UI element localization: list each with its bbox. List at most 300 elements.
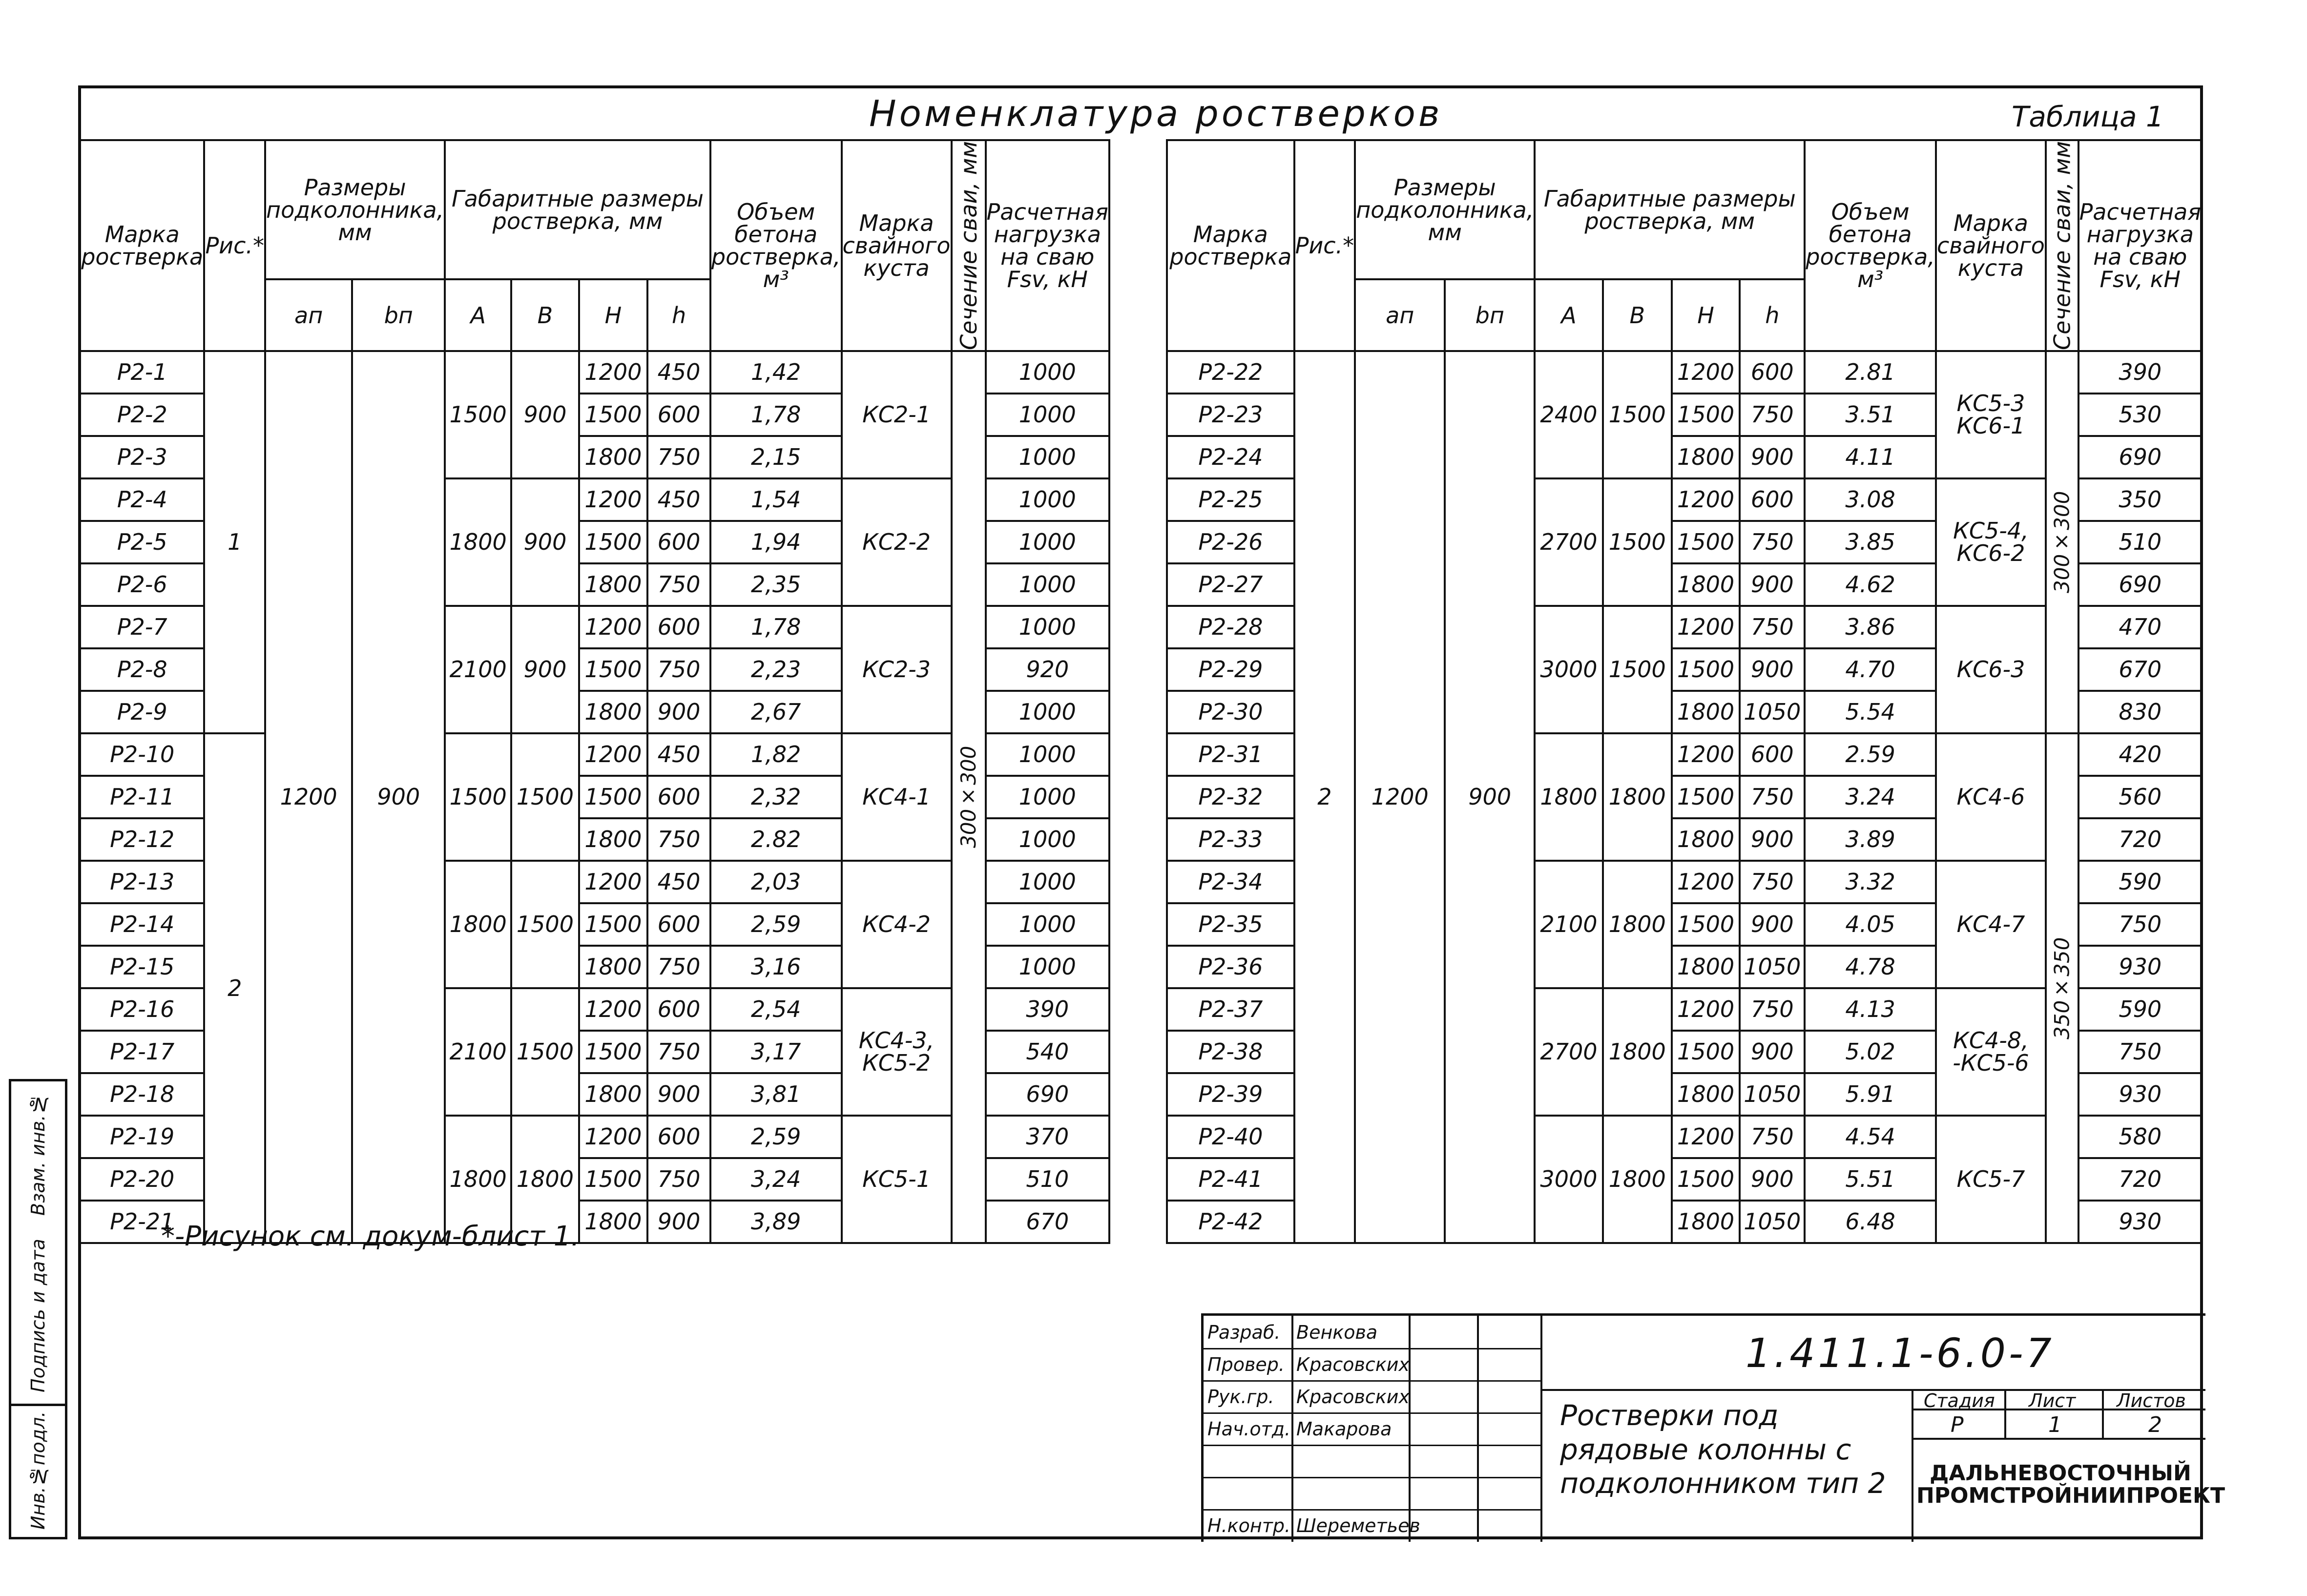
- mark-cell: Р2-41: [1167, 1158, 1294, 1201]
- load-cell: 1000: [986, 521, 1109, 563]
- h-cell: 750: [647, 818, 710, 861]
- header-load: Расчетная нагрузка на сваю Fsv, кН: [986, 140, 1109, 351]
- B-cell: 1500: [511, 861, 579, 988]
- h-cell: 750: [1740, 776, 1805, 818]
- load-cell: 1000: [986, 776, 1109, 818]
- header-volume-right: Объем бетона ростверка, м³: [1805, 140, 1936, 351]
- mark-cell: Р2-36: [1167, 946, 1294, 988]
- B-cell: 1800: [1603, 733, 1672, 861]
- load-cell: 1000: [986, 861, 1109, 903]
- H-cell: 1500: [1672, 648, 1740, 691]
- stage-value: Р: [1951, 1412, 1964, 1437]
- mark-cell: Р2-13: [80, 861, 204, 903]
- footnote: *-Рисунок см. докум-блист 1.: [161, 1221, 580, 1252]
- organization-name: ДАЛЬНЕВОСТОЧНЫЙ ПРОМСТРОЙНИИПРОЕКТ: [1916, 1461, 2225, 1509]
- volume-cell: 2,59: [710, 1116, 842, 1158]
- H-cell: 1200: [1672, 1116, 1740, 1158]
- B-cell: 1500: [511, 988, 579, 1116]
- volume-cell: 1,82: [710, 733, 842, 776]
- stamp-role: Н.контр.: [1207, 1515, 1291, 1536]
- mark-cell: Р2-18: [80, 1073, 204, 1116]
- A-cell: 3000: [1535, 1116, 1602, 1243]
- B-cell: 1800: [1603, 861, 1672, 988]
- volume-cell: 1,94: [710, 521, 842, 563]
- mark-cell: Р2-22: [1167, 351, 1294, 394]
- volume-cell: 5.54: [1805, 691, 1936, 733]
- stamp-role: Разраб.: [1207, 1322, 1281, 1343]
- h-cell: 750: [647, 648, 710, 691]
- header-cluster-right: Марка свайного куста: [1936, 140, 2046, 351]
- H-cell: 1200: [1672, 351, 1740, 394]
- H-cell: 1500: [579, 776, 648, 818]
- H-cell: 1800: [1672, 818, 1740, 861]
- load-cell: 1000: [986, 818, 1109, 861]
- cluster-cell: КС4-1: [842, 733, 952, 861]
- B-cell: 1500: [1603, 478, 1672, 606]
- cluster-cell: КС2-2: [842, 478, 952, 606]
- A-cell: 2100: [445, 606, 511, 733]
- mark-cell: Р2-11: [80, 776, 204, 818]
- volume-cell: 1,78: [710, 606, 842, 648]
- mark-cell: Р2-25: [1167, 478, 1294, 521]
- B-cell: 1800: [511, 1116, 579, 1243]
- H-cell: 1500: [1672, 903, 1740, 946]
- H-cell: 1800: [579, 946, 648, 988]
- load-cell: 590: [2078, 861, 2202, 903]
- H-cell: 1500: [579, 1158, 648, 1201]
- H-cell: 1800: [579, 1201, 648, 1243]
- mark-cell: Р2-2: [80, 394, 204, 436]
- h-cell: 450: [647, 861, 710, 903]
- header-section: Сечение сваи, мм: [952, 140, 986, 351]
- right-nomenclature-table: [1166, 139, 2203, 1244]
- stamp-role: Нач.отд.: [1207, 1418, 1291, 1440]
- stamp-role: Провер.: [1207, 1354, 1285, 1375]
- fig-cell: 2: [1294, 351, 1355, 1243]
- h-cell: 600: [1740, 733, 1805, 776]
- h-cell: 900: [1740, 903, 1805, 946]
- h-cell: 600: [1740, 351, 1805, 394]
- h-cell: 750: [647, 946, 710, 988]
- cluster-cell: КС5-3 КС6-1: [1936, 351, 2046, 478]
- mark-cell: Р2-42: [1167, 1201, 1294, 1243]
- volume-cell: 5.51: [1805, 1158, 1936, 1201]
- h-cell: 900: [647, 1201, 710, 1243]
- volume-cell: 2.59: [1805, 733, 1936, 776]
- B-cell: 1800: [1603, 988, 1672, 1116]
- mark-cell: Р2-20: [80, 1158, 204, 1201]
- A-cell: 2400: [1535, 351, 1602, 478]
- load-cell: 690: [2078, 436, 2202, 478]
- H-cell: 1200: [579, 1116, 648, 1158]
- H-cell: 1200: [579, 351, 648, 394]
- load-cell: 510: [2078, 521, 2202, 563]
- h-cell: 600: [1740, 478, 1805, 521]
- h-cell: 750: [1740, 394, 1805, 436]
- H-cell: 1500: [1672, 776, 1740, 818]
- volume-cell: 2.82: [710, 818, 842, 861]
- load-cell: 750: [2078, 1031, 2202, 1073]
- h-cell: 900: [647, 691, 710, 733]
- mark-cell: Р2-21: [80, 1201, 204, 1243]
- mark-cell: Р2-9: [80, 691, 204, 733]
- section-cell: 300×300: [952, 351, 986, 1243]
- mark-cell: Р2-6: [80, 563, 204, 606]
- H-cell: 1800: [1672, 1073, 1740, 1116]
- volume-cell: 1,42: [710, 351, 842, 394]
- h-cell: 750: [1740, 988, 1805, 1031]
- header-mark-right: Марка ростверка: [1167, 140, 1294, 351]
- load-cell: 670: [2078, 648, 2202, 691]
- B-cell: 1500: [1603, 606, 1672, 733]
- h-cell: 750: [647, 1031, 710, 1073]
- header-A-right: A: [1535, 279, 1602, 351]
- header-mark: Марка ростверка: [80, 140, 204, 351]
- header-overall: Габаритные размеры ростверка, мм: [445, 140, 710, 279]
- load-cell: 560: [2078, 776, 2202, 818]
- h-cell: 600: [647, 776, 710, 818]
- cluster-cell: КС4-7: [1936, 861, 2046, 988]
- load-cell: 510: [986, 1158, 1109, 1201]
- h-cell: 450: [647, 351, 710, 394]
- H-cell: 1500: [579, 648, 648, 691]
- A-cell: 2100: [445, 988, 511, 1116]
- h-cell: 1050: [1740, 1201, 1805, 1243]
- B-cell: 1500: [511, 733, 579, 861]
- H-cell: 1200: [579, 861, 648, 903]
- mark-cell: Р2-7: [80, 606, 204, 648]
- header-an: aп: [265, 279, 352, 351]
- h-cell: 750: [647, 563, 710, 606]
- sheet-label: Лист: [2029, 1390, 2076, 1411]
- H-cell: 1800: [1672, 691, 1740, 733]
- margin-sidebar: [9, 1079, 67, 1539]
- volume-cell: 3.85: [1805, 521, 1936, 563]
- volume-cell: 2,15: [710, 436, 842, 478]
- sidebar-inv: Инв.№подл.: [11, 1404, 65, 1539]
- mark-cell: Р2-8: [80, 648, 204, 691]
- A-cell: 1800: [445, 478, 511, 606]
- load-cell: 1000: [986, 691, 1109, 733]
- mark-cell: Р2-1: [80, 351, 204, 394]
- load-cell: 670: [986, 1201, 1109, 1243]
- H-cell: 1200: [1672, 861, 1740, 903]
- h-cell: 450: [647, 478, 710, 521]
- volume-cell: 4.70: [1805, 648, 1936, 691]
- mark-cell: Р2-38: [1167, 1031, 1294, 1073]
- cluster-cell: КС4-2: [842, 861, 952, 988]
- load-cell: 1000: [986, 946, 1109, 988]
- h-cell: 750: [1740, 521, 1805, 563]
- h-cell: 600: [647, 988, 710, 1031]
- H-cell: 1200: [1672, 606, 1740, 648]
- volume-cell: 5.02: [1805, 1031, 1936, 1073]
- cluster-cell: КС4-6: [1936, 733, 2046, 861]
- h-cell: 1050: [1740, 691, 1805, 733]
- stamp-name: Шереметьев: [1296, 1515, 1420, 1536]
- cluster-cell: КС2-1: [842, 351, 952, 478]
- header-overall-right: Габаритные размеры ростверка, мм: [1535, 140, 1805, 279]
- volume-cell: 4.78: [1805, 946, 1936, 988]
- section-cell: 300×300: [2046, 351, 2078, 733]
- H-cell: 1500: [579, 394, 648, 436]
- mark-cell: Р2-17: [80, 1031, 204, 1073]
- B-cell: 900: [511, 351, 579, 478]
- sidebar-podpis: Подпись и дата: [11, 1228, 65, 1406]
- header-bn: bп: [352, 279, 445, 351]
- mark-cell: Р2-32: [1167, 776, 1294, 818]
- mark-cell: Р2-19: [80, 1116, 204, 1158]
- H-cell: 1500: [1672, 521, 1740, 563]
- sheet-title: Ростверки под рядовые колонны с подколонником тип 2: [1560, 1399, 1886, 1500]
- H-cell: 1800: [579, 818, 648, 861]
- h-cell: 600: [647, 521, 710, 563]
- load-cell: 1000: [986, 394, 1109, 436]
- H-cell: 1800: [579, 436, 648, 478]
- H-cell: 1200: [579, 478, 648, 521]
- B-cell: 900: [511, 606, 579, 733]
- B-cell: 1800: [1603, 1116, 1672, 1243]
- header-cluster: Марка свайного куста: [842, 140, 952, 351]
- an-cell: 1200: [1355, 351, 1445, 1243]
- mark-cell: Р2-39: [1167, 1073, 1294, 1116]
- H-cell: 1500: [579, 521, 648, 563]
- table-row: [80, 351, 1109, 394]
- volume-cell: 3.32: [1805, 861, 1936, 903]
- volume-cell: 2,03: [710, 861, 842, 903]
- header-section-right: Сечение сваи, мм: [2046, 140, 2078, 351]
- title-block: [1201, 1313, 2225, 1542]
- volume-cell: 4.11: [1805, 436, 1936, 478]
- mark-cell: Р2-3: [80, 436, 204, 478]
- load-cell: 1000: [986, 351, 1109, 394]
- header-an-right: aп: [1355, 279, 1445, 351]
- mark-cell: Р2-37: [1167, 988, 1294, 1031]
- load-cell: 580: [2078, 1116, 2202, 1158]
- h-cell: 1050: [1740, 1073, 1805, 1116]
- h-cell: 900: [1740, 648, 1805, 691]
- h-cell: 1050: [1740, 946, 1805, 988]
- A-cell: 1500: [445, 733, 511, 861]
- mark-cell: Р2-10: [80, 733, 204, 776]
- load-cell: 690: [2078, 563, 2202, 606]
- volume-cell: 3.08: [1805, 478, 1936, 521]
- load-cell: 930: [2078, 946, 2202, 988]
- header-H: H: [579, 279, 648, 351]
- mark-cell: Р2-12: [80, 818, 204, 861]
- header-fig: Рис.*: [204, 140, 265, 351]
- volume-cell: 3.51: [1805, 394, 1936, 436]
- mark-cell: Р2-15: [80, 946, 204, 988]
- volume-cell: 2,32: [710, 776, 842, 818]
- h-cell: 750: [647, 436, 710, 478]
- mark-cell: Р2-23: [1167, 394, 1294, 436]
- volume-cell: 4.13: [1805, 988, 1936, 1031]
- volume-cell: 2,67: [710, 691, 842, 733]
- H-cell: 1500: [1672, 1031, 1740, 1073]
- sheets-value: 2: [2148, 1412, 2162, 1437]
- load-cell: 930: [2078, 1201, 2202, 1243]
- volume-cell: 4.05: [1805, 903, 1936, 946]
- volume-cell: 3.86: [1805, 606, 1936, 648]
- mark-cell: Р2-34: [1167, 861, 1294, 903]
- A-cell: 3000: [1535, 606, 1602, 733]
- mark-cell: Р2-29: [1167, 648, 1294, 691]
- header-B: B: [511, 279, 579, 351]
- sheet-value: 1: [2048, 1412, 2062, 1437]
- h-cell: 900: [1740, 1031, 1805, 1073]
- mark-cell: Р2-31: [1167, 733, 1294, 776]
- header-H-right: H: [1672, 279, 1740, 351]
- an-cell: 1200: [265, 351, 352, 1243]
- load-cell: 1000: [986, 733, 1109, 776]
- volume-cell: 3,89: [710, 1201, 842, 1243]
- volume-cell: 4.62: [1805, 563, 1936, 606]
- load-cell: 420: [2078, 733, 2202, 776]
- h-cell: 600: [647, 1116, 710, 1158]
- mark-cell: Р2-26: [1167, 521, 1294, 563]
- H-cell: 1200: [579, 733, 648, 776]
- B-cell: 1500: [1603, 351, 1672, 478]
- mark-cell: Р2-5: [80, 521, 204, 563]
- load-cell: 720: [2078, 818, 2202, 861]
- B-cell: 900: [511, 478, 579, 606]
- volume-cell: 1,78: [710, 394, 842, 436]
- A-cell: 1800: [445, 1116, 511, 1243]
- h-cell: 750: [1740, 606, 1805, 648]
- h-cell: 750: [1740, 1116, 1805, 1158]
- load-cell: 1000: [986, 436, 1109, 478]
- section-cell: 350×350: [2046, 733, 2078, 1243]
- bn-cell: 900: [352, 351, 445, 1243]
- stamp-name: Макарова: [1296, 1418, 1392, 1440]
- fig-cell: 1: [204, 351, 265, 733]
- H-cell: 1500: [579, 903, 648, 946]
- load-cell: 930: [2078, 1073, 2202, 1116]
- volume-cell: 3,17: [710, 1031, 842, 1073]
- load-cell: 540: [986, 1031, 1109, 1073]
- volume-cell: 2,59: [710, 903, 842, 946]
- header-A: A: [445, 279, 511, 351]
- H-cell: 1200: [1672, 478, 1740, 521]
- A-cell: 2100: [1535, 861, 1602, 988]
- cluster-cell: КС5-1: [842, 1116, 952, 1243]
- H-cell: 1200: [1672, 988, 1740, 1031]
- mark-cell: Р2-4: [80, 478, 204, 521]
- h-cell: 600: [647, 903, 710, 946]
- table-row: [1167, 351, 2202, 394]
- mark-cell: Р2-16: [80, 988, 204, 1031]
- volume-cell: 2.81: [1805, 351, 1936, 394]
- h-cell: 450: [647, 733, 710, 776]
- cluster-cell: КС6-3: [1936, 606, 2046, 733]
- h-cell: 900: [1740, 1158, 1805, 1201]
- load-cell: 830: [2078, 691, 2202, 733]
- stamp-name: Красовских: [1296, 1354, 1410, 1375]
- A-cell: 2700: [1535, 478, 1602, 606]
- table-title: Номенклатура ростверков: [869, 93, 1443, 135]
- mark-cell: Р2-28: [1167, 606, 1294, 648]
- H-cell: 1200: [1672, 733, 1740, 776]
- mark-cell: Р2-14: [80, 903, 204, 946]
- volume-cell: 3.89: [1805, 818, 1936, 861]
- A-cell: 1800: [445, 861, 511, 988]
- mark-cell: Р2-30: [1167, 691, 1294, 733]
- header-load-right: Расчетная нагрузка на сваю Fsv, кН: [2078, 140, 2202, 351]
- h-cell: 900: [1740, 436, 1805, 478]
- bn-cell: 900: [1445, 351, 1535, 1243]
- h-cell: 900: [1740, 818, 1805, 861]
- document-number: 1.411.1-6.0-7: [1746, 1330, 2055, 1377]
- A-cell: 1800: [1535, 733, 1602, 861]
- load-cell: 590: [2078, 988, 2202, 1031]
- table-number: Таблица 1: [2012, 100, 2164, 133]
- header-volume: Объем бетона ростверка, м³: [710, 140, 842, 351]
- header-fig-right: Рис.*: [1294, 140, 1355, 351]
- load-cell: 690: [986, 1073, 1109, 1116]
- header-pedestal-right: Размеры подколонника, мм: [1355, 140, 1535, 279]
- H-cell: 1800: [579, 563, 648, 606]
- h-cell: 900: [647, 1073, 710, 1116]
- cluster-cell: КС5-4, КС6-2: [1936, 478, 2046, 606]
- h-cell: 900: [1740, 563, 1805, 606]
- volume-cell: 3,24: [710, 1158, 842, 1201]
- H-cell: 1200: [579, 988, 648, 1031]
- H-cell: 1500: [1672, 394, 1740, 436]
- H-cell: 1800: [1672, 563, 1740, 606]
- load-cell: 920: [986, 648, 1109, 691]
- mark-cell: Р2-40: [1167, 1116, 1294, 1158]
- volume-cell: 4.54: [1805, 1116, 1936, 1158]
- cluster-cell: КС2-3: [842, 606, 952, 733]
- stamp-name: Венкова: [1296, 1322, 1378, 1343]
- load-cell: 470: [2078, 606, 2202, 648]
- load-cell: 350: [2078, 478, 2202, 521]
- load-cell: 530: [2078, 394, 2202, 436]
- load-cell: 390: [986, 988, 1109, 1031]
- load-cell: 720: [2078, 1158, 2202, 1201]
- H-cell: 1800: [579, 1073, 648, 1116]
- volume-cell: 5.91: [1805, 1073, 1936, 1116]
- volume-cell: 6.48: [1805, 1201, 1936, 1243]
- mark-cell: Р2-24: [1167, 436, 1294, 478]
- h-cell: 750: [647, 1158, 710, 1201]
- cluster-cell: КС4-3, КС5-2: [842, 988, 952, 1116]
- load-cell: 1000: [986, 563, 1109, 606]
- load-cell: 370: [986, 1116, 1109, 1158]
- load-cell: 390: [2078, 351, 2202, 394]
- sheets-label: Листов: [2117, 1390, 2186, 1411]
- h-cell: 600: [647, 606, 710, 648]
- H-cell: 1500: [1672, 1158, 1740, 1201]
- fig-cell: 2: [204, 733, 265, 1243]
- stamp-role: Рук.гр.: [1207, 1386, 1274, 1408]
- h-cell: 600: [647, 394, 710, 436]
- h-cell: 750: [1740, 861, 1805, 903]
- cluster-cell: КС4-8, -КС5-6: [1936, 988, 2046, 1116]
- mark-cell: Р2-33: [1167, 818, 1294, 861]
- A-cell: 2700: [1535, 988, 1602, 1116]
- load-cell: 750: [2078, 903, 2202, 946]
- H-cell: 1800: [579, 691, 648, 733]
- header-h: h: [647, 279, 710, 351]
- left-nomenclature-table: [79, 139, 1110, 1244]
- header-h-right: h: [1740, 279, 1805, 351]
- volume-cell: 2,35: [710, 563, 842, 606]
- stamp-name: Красовских: [1296, 1386, 1410, 1408]
- H-cell: 1200: [579, 606, 648, 648]
- H-cell: 1800: [1672, 436, 1740, 478]
